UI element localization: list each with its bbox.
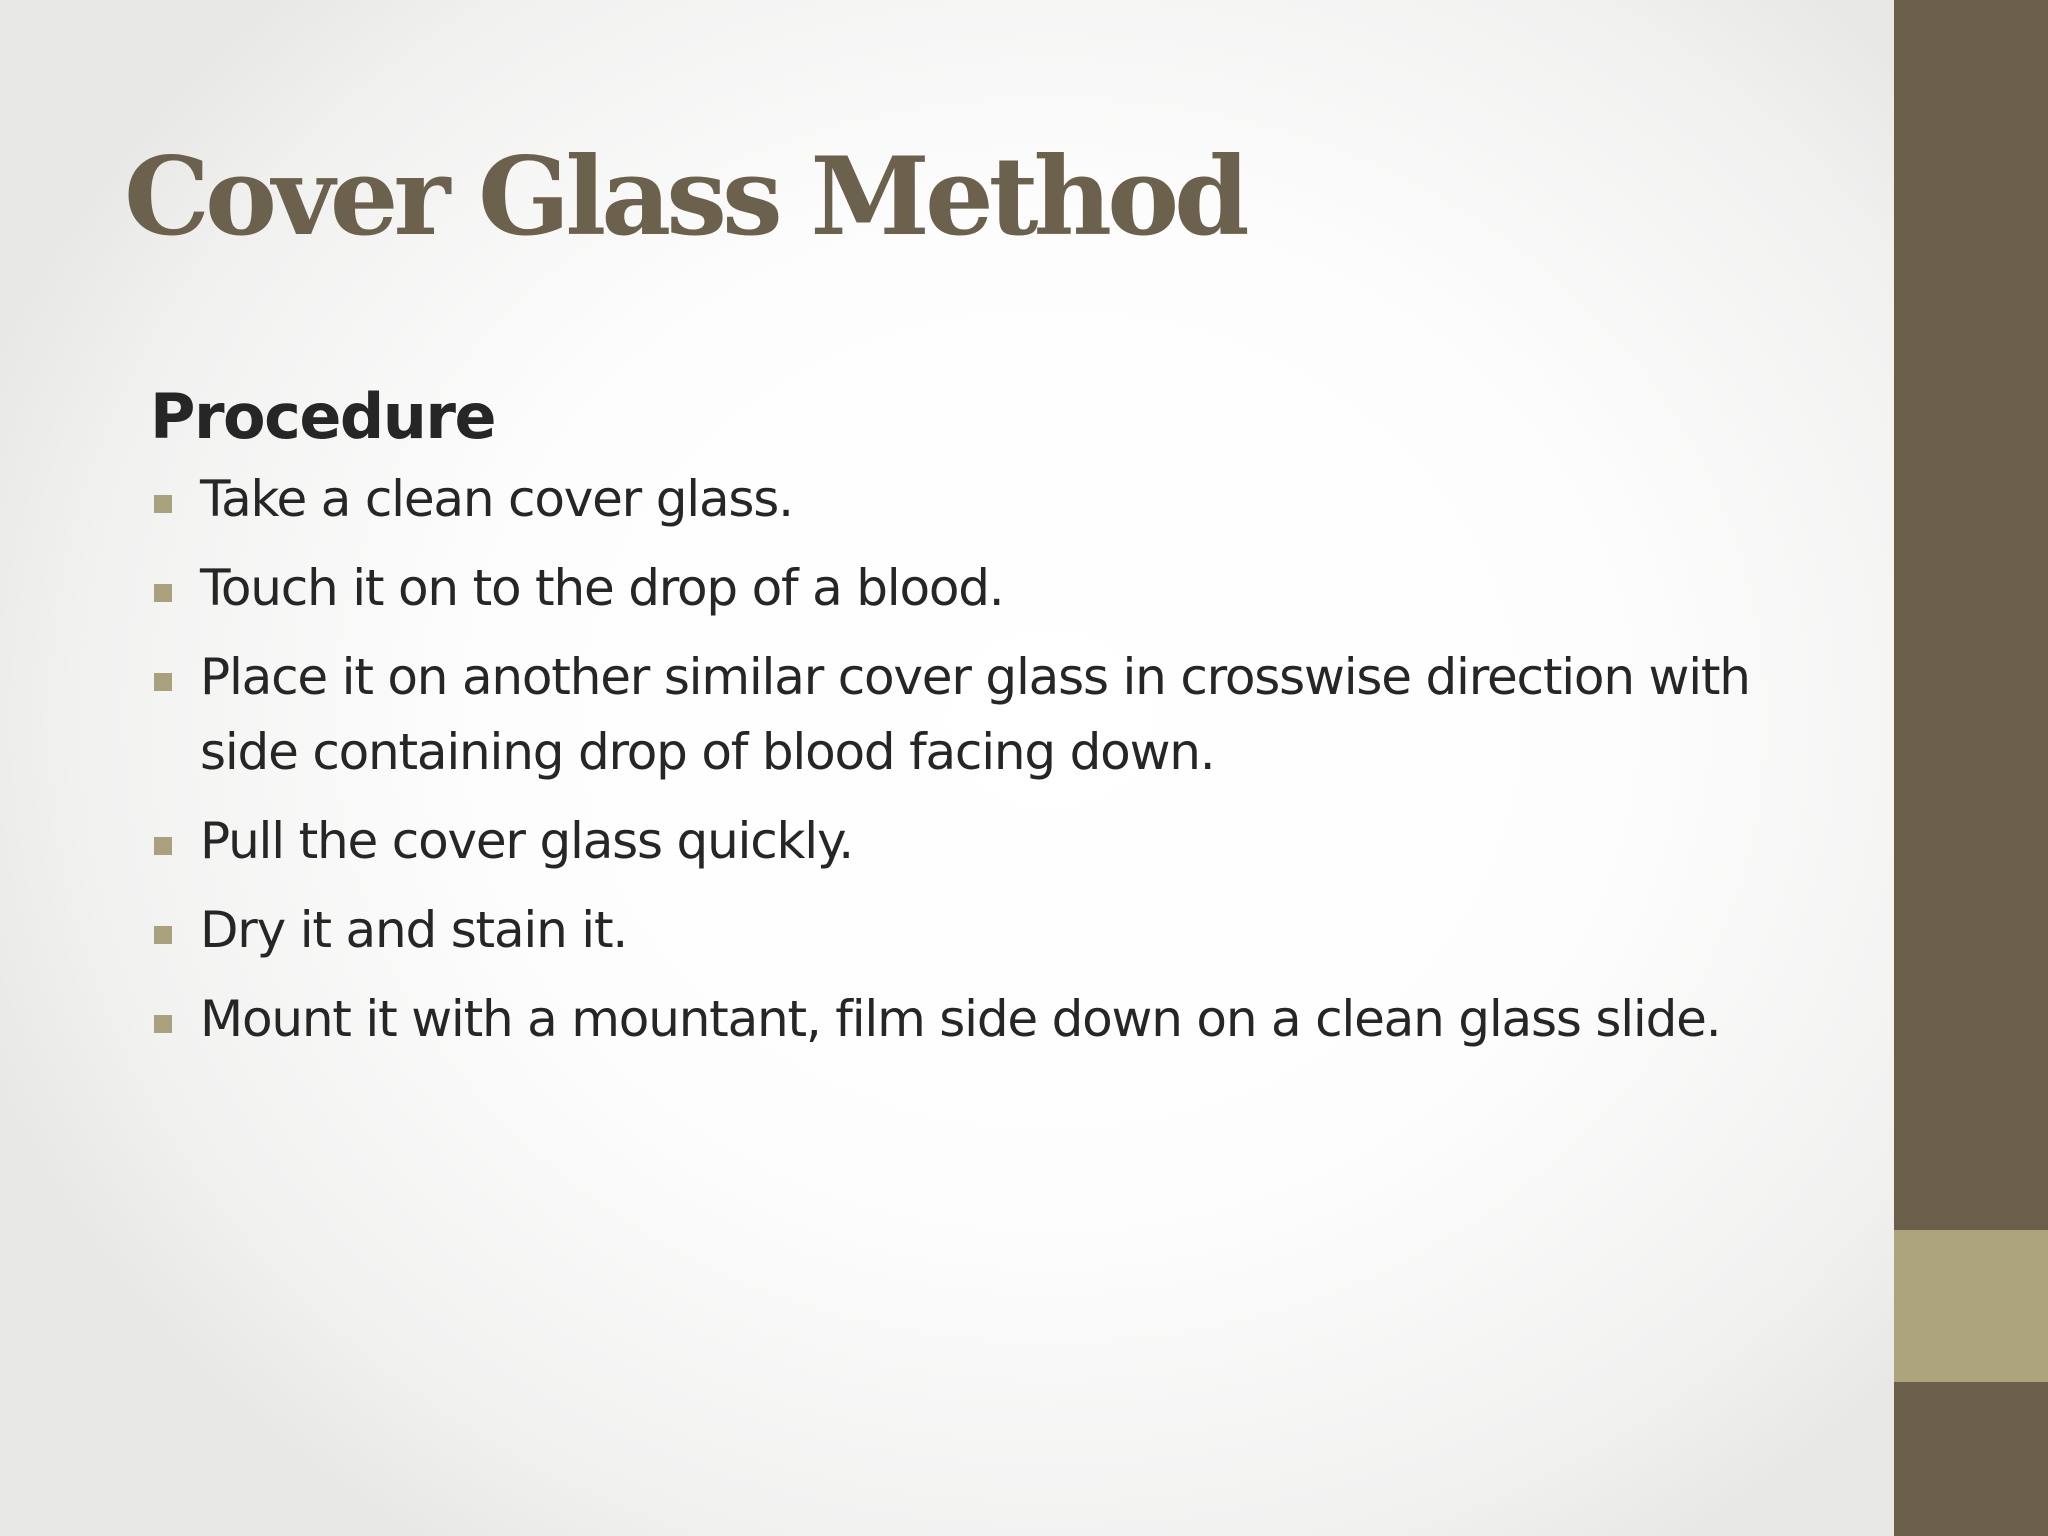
list-item-text: Mount it with a mountant, film side down on a clean glass slide. (200, 990, 1721, 1048)
list-item-text: Touch it on to the drop of a blood. (200, 559, 1004, 617)
procedure-list (150, 462, 1770, 1057)
list-item (150, 551, 1770, 626)
list-item (150, 462, 1770, 537)
square-bullet-icon (154, 673, 172, 691)
square-bullet-icon (154, 1015, 172, 1033)
list-item (150, 640, 1770, 790)
sidebar-decoration-accent (1894, 1230, 2048, 1382)
list-item-text: Take a clean cover glass. (200, 470, 793, 528)
slide-title: Cover Glass Method (124, 134, 1245, 260)
square-bullet-icon (154, 584, 172, 602)
sidebar-decoration-bottom (1894, 1382, 2048, 1536)
square-bullet-icon (154, 926, 172, 944)
list-item-text: Place it on another similar cover glass in crosswise direction with side containing drop of blood facing down. (200, 648, 1750, 781)
list-item-text: Pull the cover glass quickly. (200, 812, 853, 870)
list-item (150, 893, 1770, 968)
list-item (150, 982, 1770, 1057)
square-bullet-icon (154, 495, 172, 513)
sidebar-decoration-top (1894, 0, 2048, 1230)
list-item (150, 804, 1770, 879)
procedure-heading: Procedure (150, 380, 496, 453)
slide-content (150, 372, 1770, 1057)
list-item-text: Dry it and stain it. (200, 901, 628, 959)
square-bullet-icon (154, 837, 172, 855)
